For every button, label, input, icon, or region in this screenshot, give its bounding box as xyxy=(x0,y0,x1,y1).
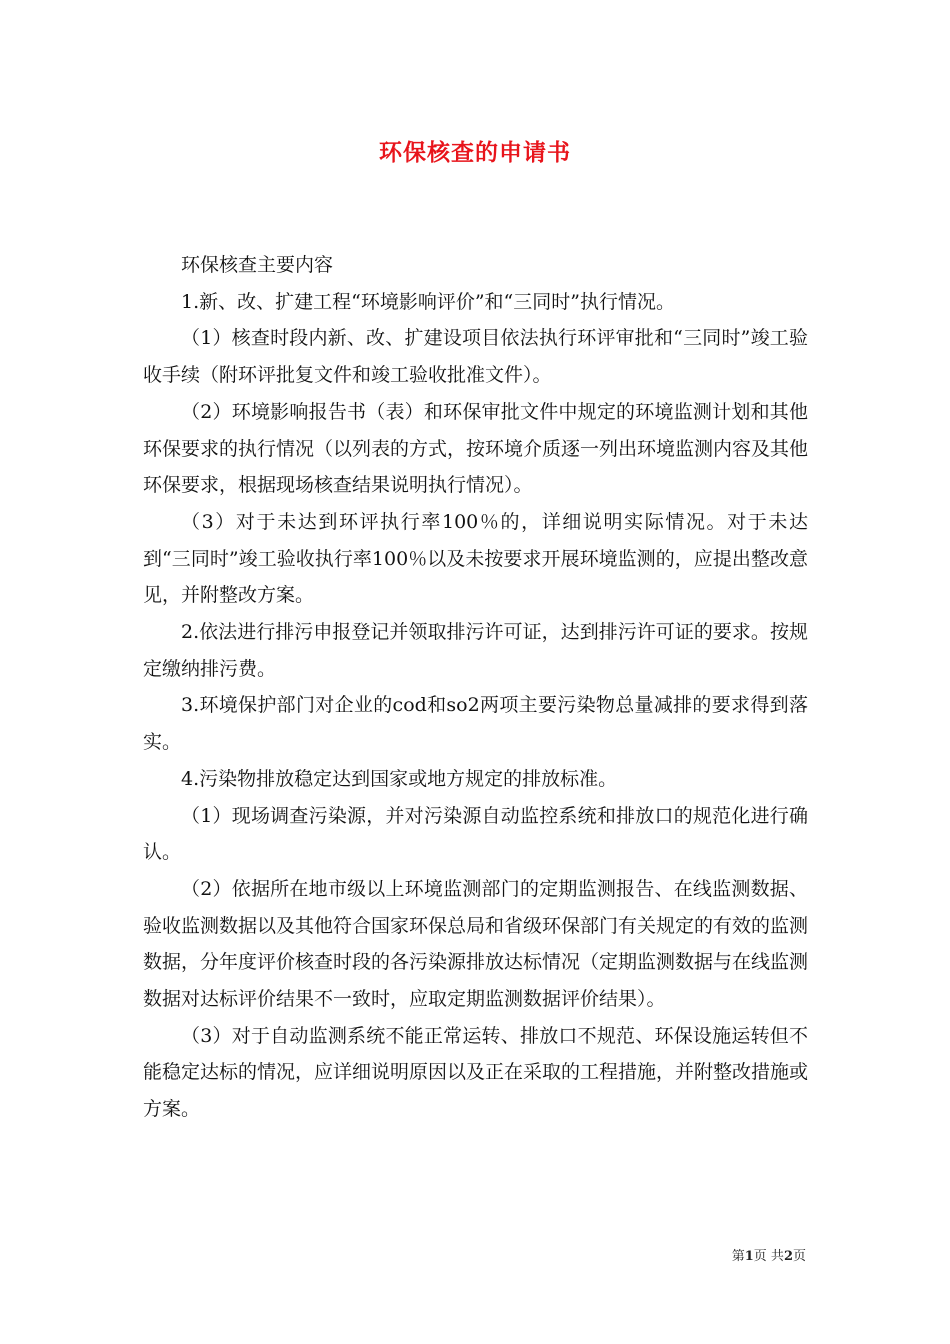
paragraph-item-4-2: （2）依据所在地市级以上环境监测部门的定期监测报告、在线监测数据、验收监测数据以及其他符合国家环保总局和省级环保部门有关规定的有效的监测数据，分年度评价核查时段的各污染源排放达标情况（定期监测数据与在线监测数据对达标评价结果不一致时，应取定期监测数据评价结果）。 xyxy=(143,877,809,1011)
paragraph-item-1-3: （3）对于未达到环评执行率100％的，详细说明实际情况。对于未达到“三同时”竣工验收执行率100％以及未按要求开展环境监测的，应提出整改意见，并附整改方案。 xyxy=(143,510,808,607)
paragraph-item-4: 4.污染物排放稳定达到国家或地方规定的排放标准。 xyxy=(181,767,618,790)
footer-current-page: 1 xyxy=(744,1249,754,1264)
paragraph-heading: 环保核查主要内容 xyxy=(181,254,334,276)
footer-suffix: 页 xyxy=(792,1249,806,1264)
footer-prefix: 第 xyxy=(731,1249,745,1264)
page-footer xyxy=(732,1245,806,1264)
footer-total-pages: 2 xyxy=(783,1249,793,1264)
paragraph-item-1-1: （1）核查时段内新、改、扩建设项目依法执行环评审批和“三同时”竣工验收手续（附环评批复文件和竣工验收批准文件）。 xyxy=(143,327,808,387)
page-title: 环保核查的申请书 xyxy=(379,139,571,166)
paragraph-item-3: 3.环境保护部门对企业的cod和so2两项主要污染物总量减排的要求得到落实。 xyxy=(143,694,808,754)
paragraph-item-1: 1.新、改、扩建工程“环境影响评价”和“三同时”执行情况。 xyxy=(181,290,675,313)
paragraph-item-4-3: （3）对于自动监测系统不能正常运转、排放口不规范、环保设施运转但不能稳定达标的情况，应详细说明原因以及正在采取的工程措施，并附整改措施或方案。 xyxy=(143,1024,809,1121)
paragraph-item-2: 2.依法进行排污申报登记并领取排污许可证，达到排污许可证的要求。按规定缴纳排污费。 xyxy=(143,621,808,680)
paragraph-item-4-1: （1）现场调查污染源，并对污染源自动监控系统和排放口的规范化进行确认。 xyxy=(143,804,808,864)
paragraph-item-1-2: （2）环境影响报告书（表）和环保审批文件中规定的环境监测计划和其他环保要求的执行情况（以列表的方式，按环境介质逐一列出环境监测内容及其他环保要求，根据现场核查结果说明执行情况）。 xyxy=(143,400,809,497)
footer-middle: 页 共 xyxy=(753,1249,784,1264)
document-body xyxy=(143,247,808,1128)
